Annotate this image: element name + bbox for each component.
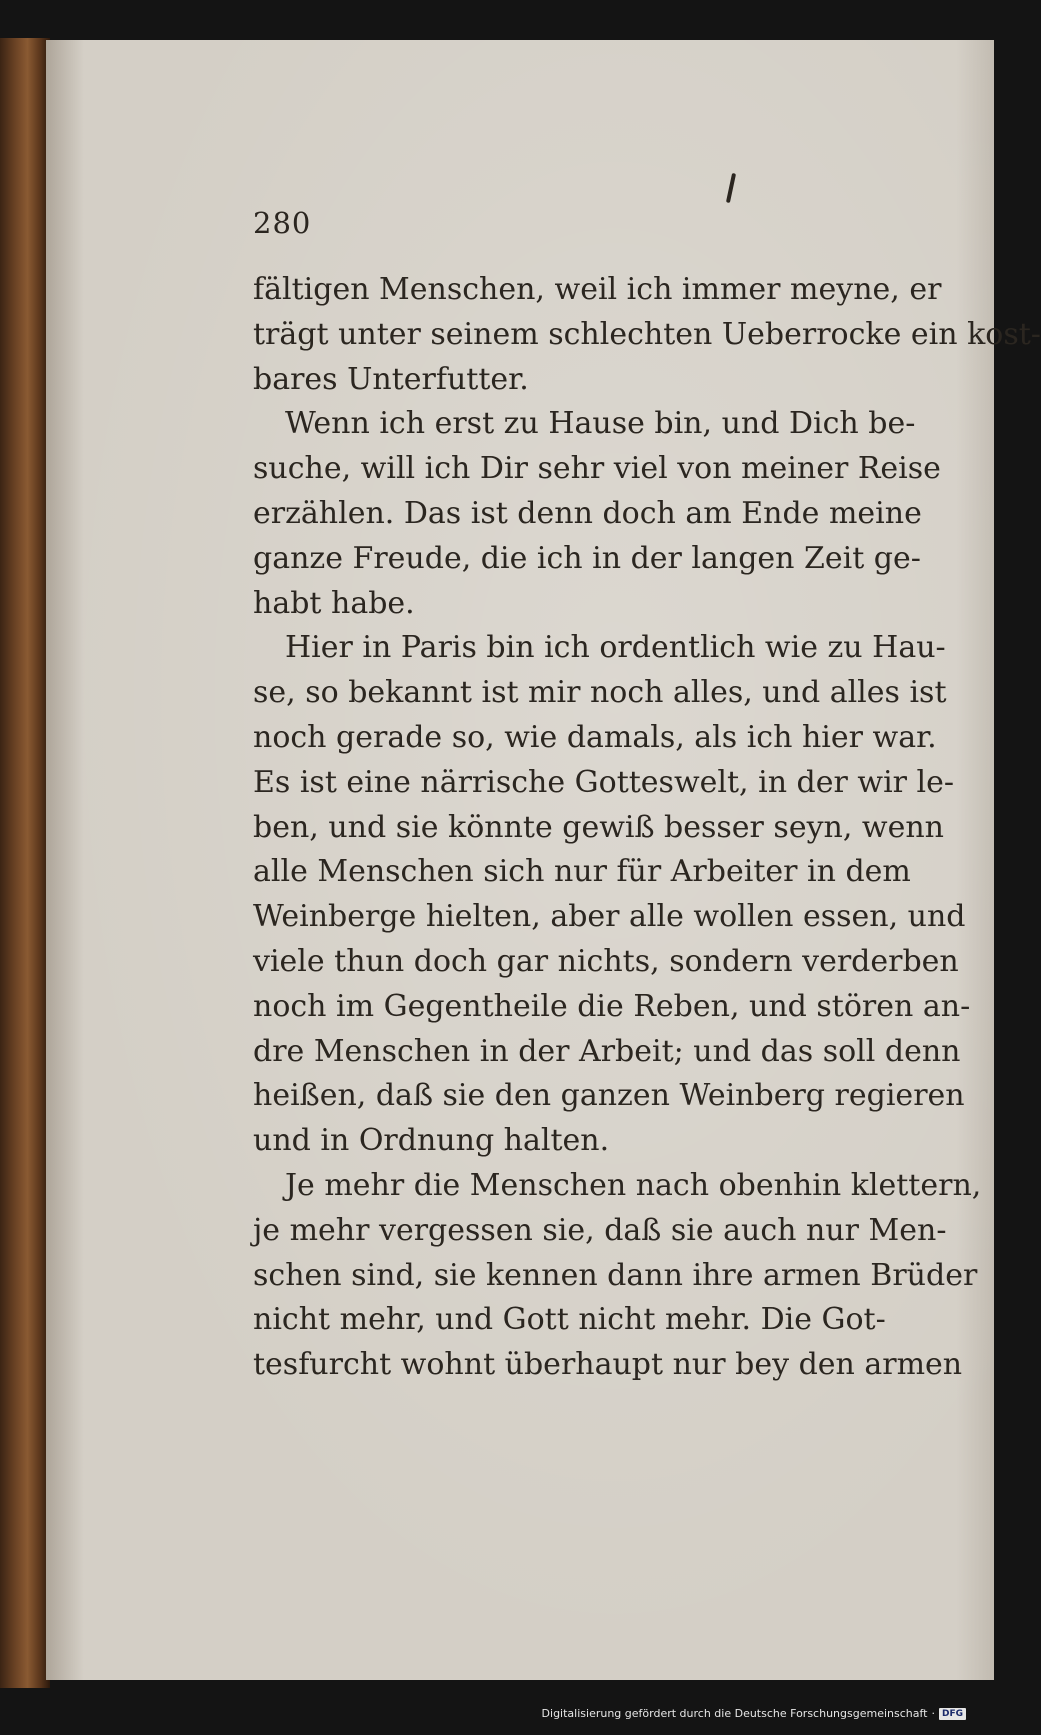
text-line: Je mehr die Menschen nach obenhin klettern,	[285, 1167, 982, 1203]
text-line: Es ist eine närrische Gotteswelt, in der wir le-	[253, 764, 955, 800]
text-line: suche, will ich Dir sehr viel von meiner Reise	[253, 451, 941, 487]
text-line: schen sind, sie kennen dann ihre armen Brüder	[253, 1257, 978, 1293]
text-line: trägt unter seinem schlechten Ueberrocke ein kost-	[253, 316, 1041, 352]
ink-mark	[726, 173, 736, 203]
text-line: Hier in Paris bin ich ordentlich wie zu Hau-	[285, 630, 946, 666]
text-line: alle Menschen sich nur für Arbeiter in dem	[253, 854, 911, 890]
text-line: bares Unterfutter.	[253, 361, 529, 397]
text-line: je mehr vergessen sie, daß sie auch nur Men-	[253, 1212, 947, 1248]
text-line: fältigen Menschen, weil ich immer meyne, er	[253, 272, 942, 307]
text-line: ganze Freude, die ich in der langen Zeit ge-	[253, 540, 921, 576]
text-line: heißen, daß sie den ganzen Weinberg regieren	[253, 1078, 965, 1114]
text-line: dre Menschen in der Arbeit; und das soll denn	[253, 1033, 961, 1069]
footer-credit-text: Digitalisierung gefördert durch die Deutsche Forschungsgemeinschaft	[541, 1707, 928, 1720]
footer-separator: ·	[931, 1707, 935, 1720]
book-spine	[0, 38, 50, 1688]
text-line: viele thun doch gar nichts, sondern verderben	[253, 943, 959, 979]
text-line: habt habe.	[253, 585, 415, 621]
text-line: tesfurcht wohnt überhaupt nur bey den armen	[253, 1347, 963, 1383]
text-line: noch gerade so, wie damals, als ich hier war.	[253, 719, 937, 755]
page-text	[253, 268, 1041, 1388]
page-number: 280	[253, 206, 312, 240]
dfg-logo-icon: DFG	[939, 1708, 966, 1720]
text-line: se, so bekannt ist mir noch alles, und alles ist	[253, 675, 947, 711]
text-line: Weinberge hielten, aber alle wollen essen, und	[253, 899, 966, 935]
footer-credit	[542, 1707, 966, 1720]
text-line: und in Ordnung halten.	[253, 1123, 610, 1159]
text-line: noch im Gegentheile die Reben, und stören an-	[253, 988, 971, 1024]
text-line: nicht mehr, und Gott nicht mehr. Die Got-	[253, 1302, 886, 1338]
text-line: ben, und sie könnte gewiß besser seyn, wenn	[253, 809, 944, 845]
text-line: erzählen. Das ist denn doch am Ende meine	[253, 495, 922, 531]
text-line: Wenn ich erst zu Hause bin, und Dich be-	[285, 406, 916, 442]
